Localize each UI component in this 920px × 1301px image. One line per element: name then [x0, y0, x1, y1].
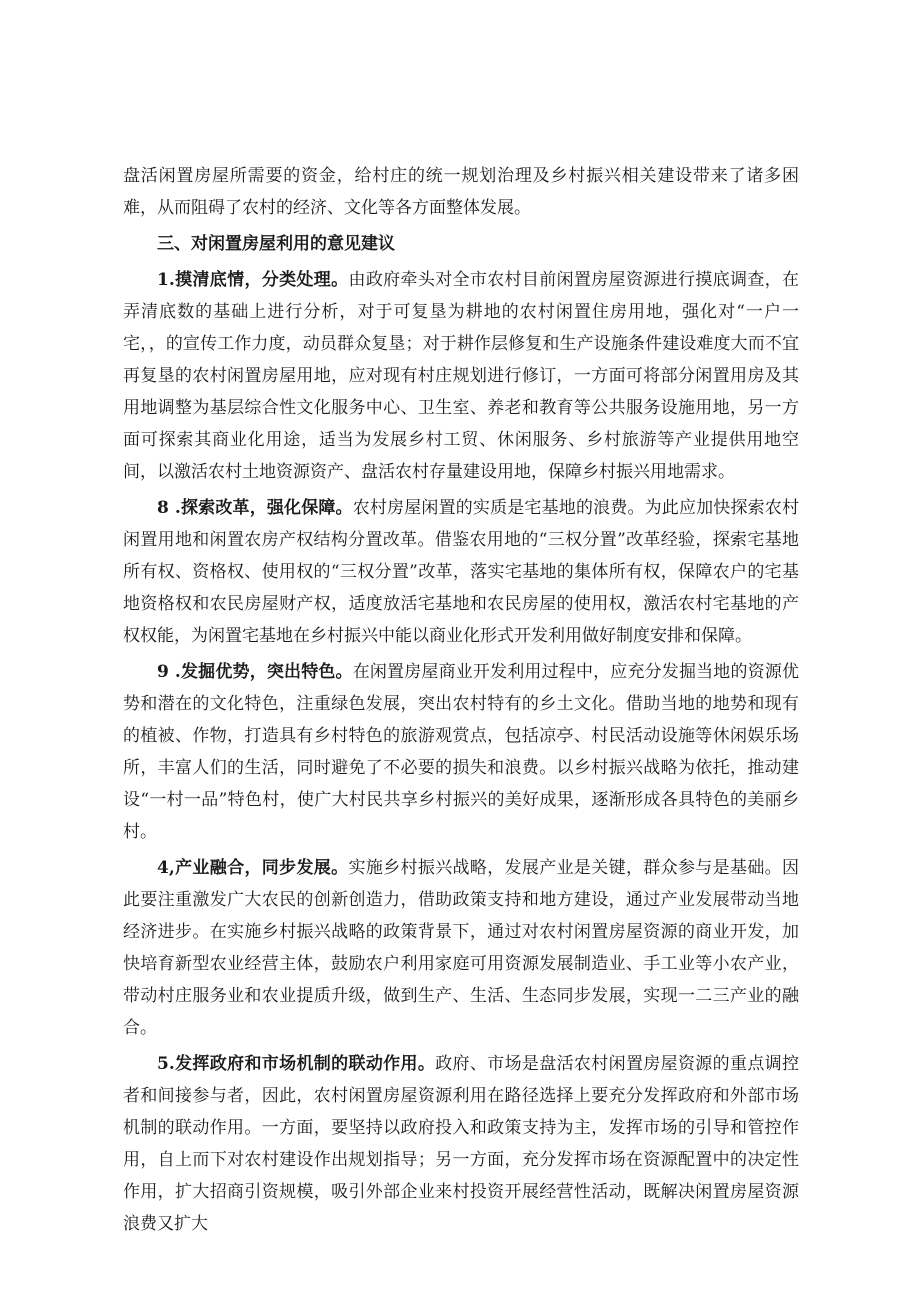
item-lead-1: 1.摸清底情，分类处理。	[157, 270, 349, 290]
item-paragraph-4	[123, 852, 799, 1044]
item-paragraph-3	[123, 656, 799, 848]
item-paragraph-5	[123, 1048, 799, 1240]
item-paragraph-1	[123, 264, 799, 488]
intro-paragraph: 盘活闲置房屋所需要的资金，给村庄的统一规划治理及乡村振兴相关建设带来了诸多困难，从而阻碍了农村的经济、文化等各方面整体发展。	[123, 166, 799, 218]
item-text-3: 在闲置房屋商业开发利用过程中，应充分发掘当地的资源优势和潜在的文化特色，注重绿色发展，突出农村特有的乡土文化。借助当地的地势和现有的植被、作物，打造具有乡村特色的旅游观赏点，包括凉亭、村民活动设施等休闲娱乐场所，丰富人们的生活，同时避免了不必要的损失和浪费。以乡村振兴战略为依托，推动建设“一村一品”特色村，使广大村民共享乡村振兴的美好成果，逐渐形成各具特色的美丽乡村。	[123, 662, 799, 842]
section-heading: 三、对闲置房屋利用的意见建议	[157, 234, 395, 254]
item-lead-2: 8 .探索改革，强化保障。	[157, 498, 353, 518]
item-text-1: 由政府牵头对全市农村目前闲置房屋资源进行摸底调查，在弄清底数的基础上进行分析，对于可复垦为耕地的农村闲置住房用地，强化对“一户一宅，，的宣传工作力度，动员群众复垦；对于耕作层修复和生产设施条件建设难度大而不宜再复垦的农村闲置房屋用地，应对现有村庄规划进行修订，一方面可将部分闲置用房及其用地调整为基层综合性文化服务中心、卫生室、养老和教育等公共服务设施用地，另一方面可探索其商业化用途，适当为发展乡村工贸、休闲服务、乡村旅游等产业提供用地空间，以激活农村土地资源资产、盘活农村存量建设用地，保障乡村振兴用地需求。	[123, 270, 800, 482]
item-lead-5: 5.发挥政府和市场机制的联动作用。	[157, 1054, 436, 1074]
item-text-5: 政府、市场是盘活农村闲置房屋资源的重点调控者和间接参与者，因此，农村闲置房屋资源利用在路径选择上要充分发挥政府和外部市场机制的联动作用。一方面，要坚持以政府投入和政策支持为主，发挥市场的引导和管控作用，自上而下对农村建设作出规划指导；另一方面，充分发挥市场在资源配置中的决定性作用，扩大招商引资规模，吸引外部企业来村投资开展经营性活动，既解决闲置房屋资源浪费又扩大	[123, 1054, 800, 1234]
item-text-2: 农村房屋闲置的实质是宅基地的浪费。为此应加快探索农村闲置用地和闲置农房产权结构分置改革。借鉴农用地的“三权分置”改革经验，探索宅基地所有权、资格权、使用权的“三权分置”改革，落实宅基地的集体所有权，保障农户的宅基地资格权和农民房屋财产权，适度放活宅基地和农民房屋的使用权，激活农村宅基地的产权权能，为闲置宅基地在乡村振兴中能以商业化形式开发利用做好制度安排和保障。	[123, 498, 799, 646]
document-body	[123, 160, 799, 1244]
item-text-4: 实施乡村振兴战略，发展产业是关键，群众参与是基础。因此要注重激发广大农民的创新创造力，借助政策支持和地方建设，通过产业发展带动当地经济进步。在实施乡村振兴战略的政策背景下，通过对农村闲置房屋资源的商业开发，加快培育新型农业经营主体，鼓励农户利用家庭可用资源发展制造业、手工业等小农产业，带动村庄服务业和农业提质升级，做到生产、生活、生态同步发展，实现一二三产业的融合。	[123, 858, 800, 1038]
item-paragraph-2	[123, 492, 799, 652]
item-lead-3: 9 .发掘优势，突出特色。	[157, 662, 353, 682]
item-lead-4: 4,产业融合，同步发展。	[157, 858, 349, 878]
